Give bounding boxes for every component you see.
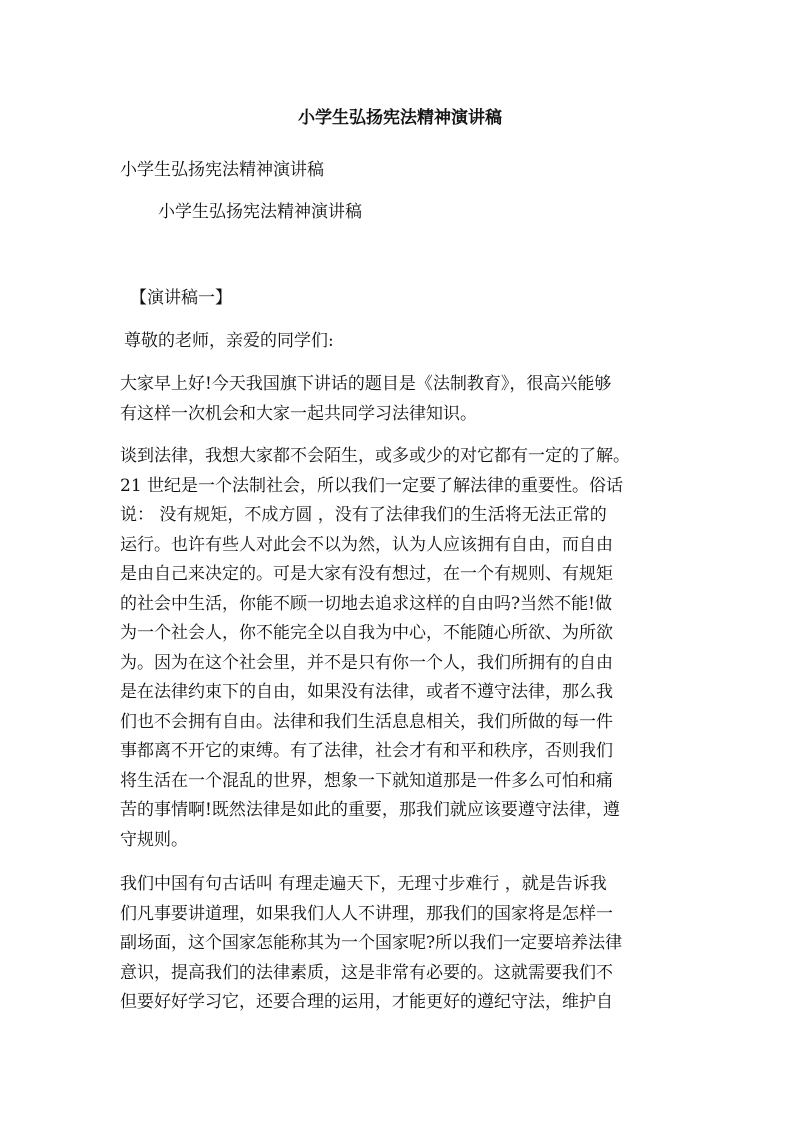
paragraph-line: 为。因为在这个社会里，并不是只有你一个人，我们所拥有的自由 bbox=[120, 652, 613, 673]
paragraph-line: 是在法律约束下的自由，如果没有法律，或者不遵守法律，那么我 bbox=[120, 682, 613, 702]
paragraph-line: 是由自己来决定的。可是大家有没有想过，在一个有规则、有规矩 bbox=[120, 564, 613, 584]
paragraph-line: 21 世纪是一个法制社会，所以我们一定要了解法律的重要性。俗话 bbox=[120, 475, 624, 496]
paragraph-line: 运行。也许有些人对此会不以为然，认为人应该拥有自由，而自由 bbox=[120, 534, 613, 555]
paragraph-line: 们凡事要讲道理，如果我们人人不讲理，那我们的国家将是怎样一 bbox=[120, 903, 613, 924]
paragraph-line: 守规则。 bbox=[120, 829, 188, 850]
paragraph-line: 说： 没有规矩，不成方圆 ，没有了法律我们的生活将无法正常的 bbox=[120, 505, 607, 525]
paragraph-line: 大家早上好!今天我国旗下讲话的题目是《法制教育》，很高兴能够 bbox=[120, 374, 612, 394]
document-title: 小学生弘扬宪法精神演讲稿 bbox=[298, 108, 502, 128]
paragraph-line: 意识，提高我们的法律素质，这是非常有必要的。这就需要我们不 bbox=[120, 962, 613, 983]
document-subtitle: 小学生弘扬宪法精神演讲稿 bbox=[120, 160, 324, 180]
paragraph-line: 们也不会拥有自由。法律和我们生活息息相关，我们所做的每一件 bbox=[120, 711, 613, 732]
paragraph-line: 副场面，这个国家怎能称其为一个国家呢?所以我们一定要培养法律 bbox=[120, 933, 623, 953]
paragraph-line: 但要好好学习它，还要合理的运用，才能更好的遵纪守法，维护自 bbox=[120, 992, 613, 1012]
paragraph-line: 谈到法律，我想大家都不会陌生，或多或少的对它都有一定的了解。 bbox=[120, 446, 630, 466]
paragraph-line: 的社会中生活，你能不顾一切地去追求这样的自由吗?当然不能!做 bbox=[120, 593, 612, 614]
paragraph-line: 为一个社会人，你不能完全以自我为中心，不能随心所欲、为所欲 bbox=[120, 623, 613, 643]
paragraph-3 bbox=[120, 870, 690, 1018]
paragraph-line: 事都离不开它的束缚。有了法律，社会才有和平和秩序，否则我们 bbox=[120, 741, 613, 761]
paragraph-2 bbox=[120, 442, 690, 855]
paragraph-1 bbox=[120, 370, 690, 429]
paragraph-line: 有这样一次机会和大家一起共同学习法律知识。 bbox=[120, 403, 477, 424]
paragraph-line: 我们中国有句古话叫 有理走遍天下，无理寸步难行 ，就是告诉我 bbox=[120, 874, 607, 894]
paragraph-line: 将生活在一个混乱的世界，想象一下就知道那是一件多么可怕和痛 bbox=[120, 770, 613, 791]
section-label: 【演讲稿一】 bbox=[130, 288, 232, 308]
document-subtitle-indented: 小学生弘扬宪法精神演讲稿 bbox=[158, 202, 362, 222]
paragraph-line: 苦的事情啊!既然法律是如此的重要，那我们就应该要遵守法律，遵 bbox=[120, 800, 620, 820]
greeting-line: 尊敬的老师，亲爱的同学们: bbox=[124, 331, 334, 351]
